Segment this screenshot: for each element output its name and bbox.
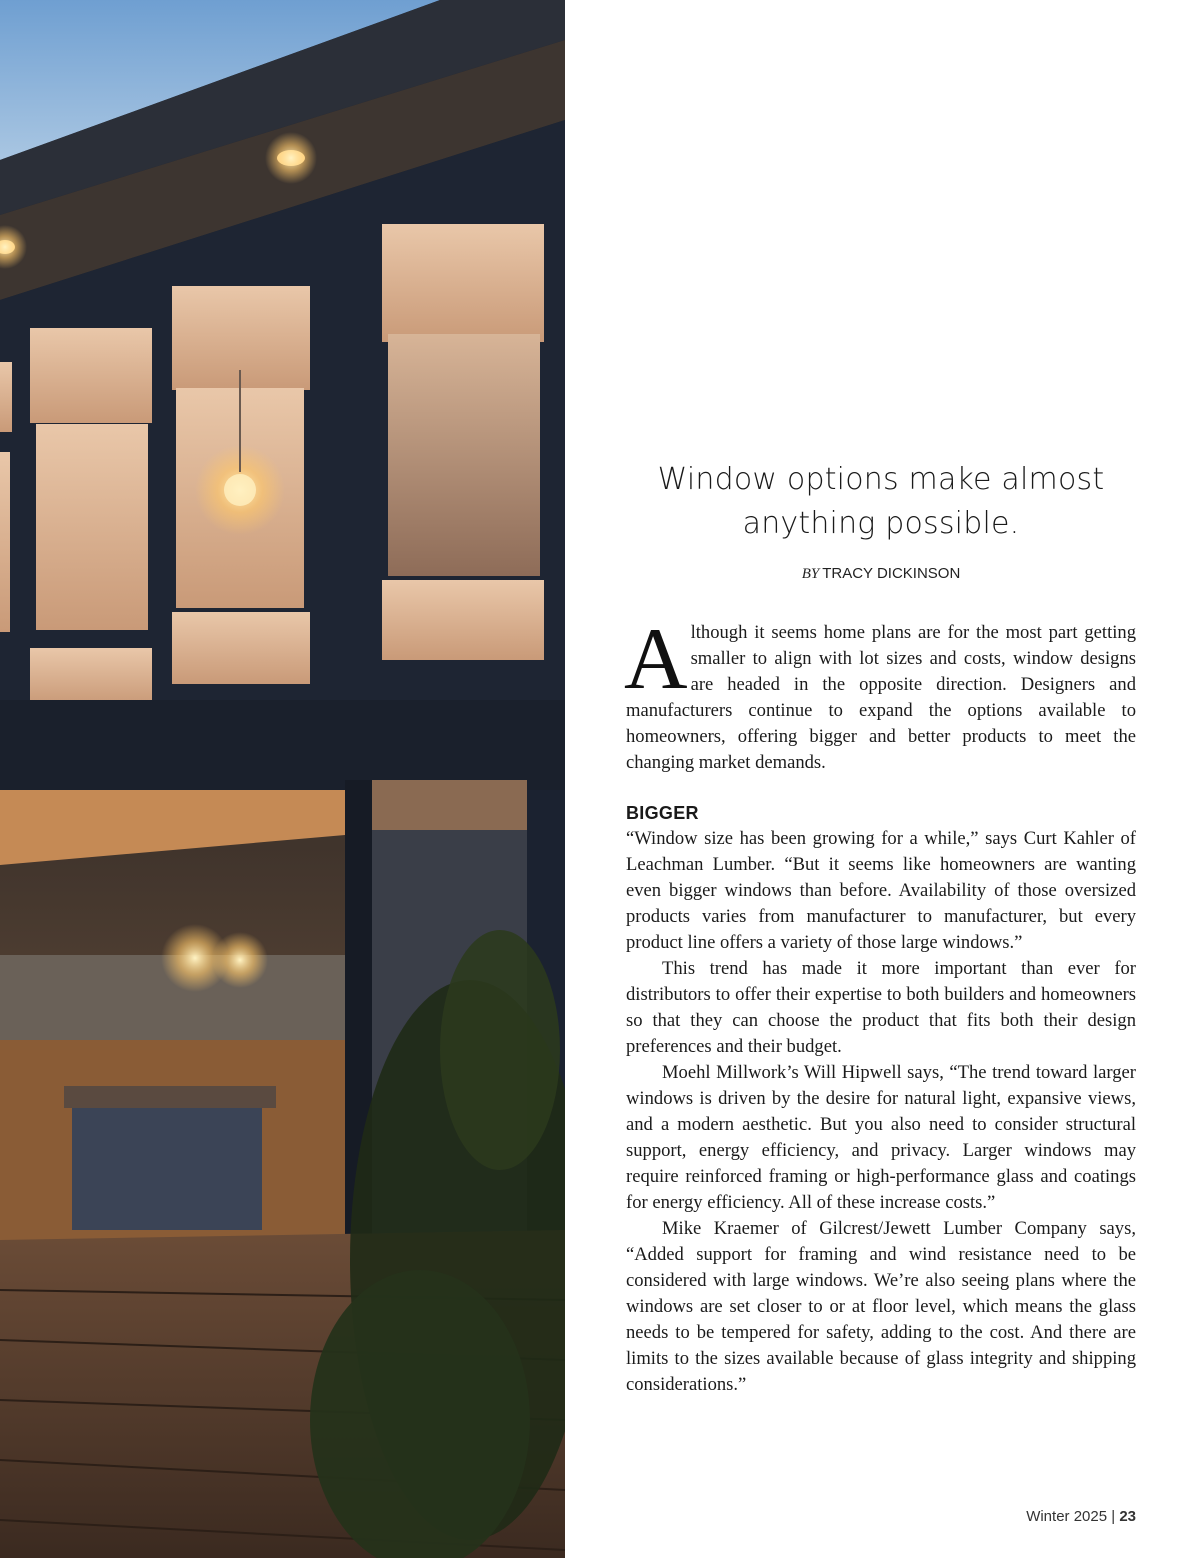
folio-separator: | <box>1111 1508 1116 1525</box>
paragraph-4: Mike Kraemer of Gilcrest/Jewett Lumber Company says, “Added support for framing and wind resistance need to be considered with large windows. We’re also seeing plans where the windows are set closer to or at floor level, which means the glass needs to be tempered for safety, adding to the cost. And there are limits to the sizes available because of glass integrity and shipping considerations.” <box>626 1218 1136 1395</box>
issue-label: Winter 2025 <box>1026 1508 1108 1525</box>
page-folio <box>1026 1508 1136 1525</box>
byline <box>626 565 1136 583</box>
article-body <box>624 611 1136 1398</box>
house-illustration <box>0 0 565 1558</box>
page-number: 23 <box>1119 1508 1136 1525</box>
paragraph-2: This trend has made it more important than ever for distributors to offer their expertise to both builders and homeowners so that they can choose the product that fits both their design preferences and their budget. <box>626 958 1136 1057</box>
byline-by: BY <box>801 566 820 582</box>
intro-text: lthough it seems home plans are for the most part getting smaller to align with lot sizes and costs, window designs are headed in the opposite direction. Designers and manufacturers continue to expand the options available to homeowners, offering bigger and better products to meet the changing market demands. <box>626 622 1136 773</box>
drop-cap: A <box>624 611 688 708</box>
article-column <box>626 0 1136 1558</box>
paragraph-3: Moehl Millwork’s Will Hipwell says, “The trend toward larger windows is driven by the desire for natural light, expansive views, and a modern aesthetic. But you also need to consider structural support, energy efficiency, and privacy. Larger windows may require reinforced framing or high-performance glass and coatings for energy efficiency. All of these increase costs.” <box>626 1062 1136 1213</box>
paragraph-1: “Window size has been growing for a while,” says Curt Kahler of Leachman Lumber. “But it seems like homeowners are wanting even bigger windows than before. Availability of those oversized products varies from manufacturer to manufacturer, but every product line offers a variety of those large windows.” <box>626 828 1136 953</box>
byline-author: TRACY DICKINSON <box>822 565 961 582</box>
house-photo <box>0 0 565 1558</box>
intro-paragraph <box>624 611 1136 776</box>
section-heading-bigger: BIGGER <box>626 803 699 823</box>
article-headline: Window options make almost anything possible. <box>657 462 1105 541</box>
